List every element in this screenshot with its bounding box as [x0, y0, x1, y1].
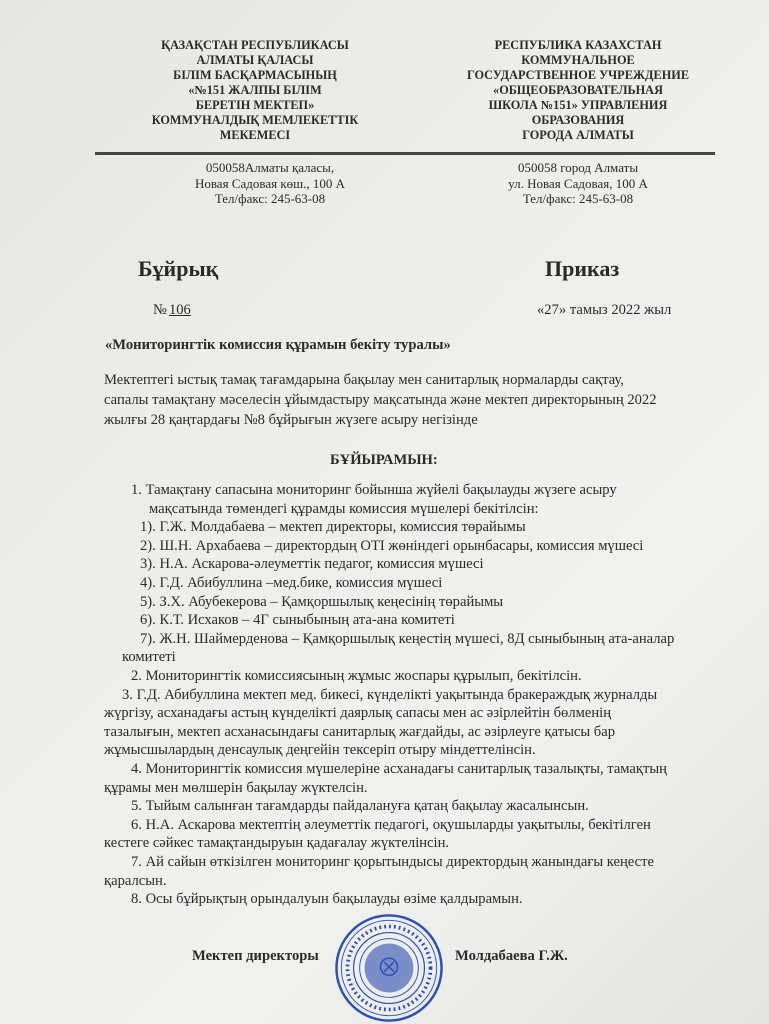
order-body-line: қаралсын. [104, 873, 167, 889]
order-body-line: 5. Тыйым салынған тағамдарды пайдалануға қатаң бақылау жасалынсын. [131, 798, 589, 814]
address-line: 050058 город Алматы [517, 160, 639, 175]
header-kz-line: МЕКЕМЕСІ [219, 128, 291, 142]
header-kz-line: КОММУНАЛДЫҚ МЕМЛЕКЕТТІК [151, 113, 359, 127]
order-body-line: кестеге сәйкес тамақтандыруын қадағалау жүктелінсін. [104, 835, 450, 851]
header-ru-line: ШКОЛА №151» УПРАВЛЕНИЯ [488, 98, 668, 112]
order-body-line: 1. Тамақтану сапасына мониторинг бойынша жүйелі бақылауды жүзеге асыру [131, 482, 617, 498]
header-ru-line: ГОРОДА АЛМАТЫ [522, 128, 634, 142]
order-body-line: 4. Мониторингтік комиссия мүшелеріне асханадағы санитарлық тазалықты, тамақтың [131, 761, 667, 777]
title-kz: Бұйрық [138, 256, 219, 281]
order-body-line: жұмысшылардың денсаулық деңгейін тексеріп отыру міндеттелінсін. [104, 742, 536, 758]
signature-name: Молдабаева Г.Ж. [455, 948, 568, 964]
order-body-line: 5). З.Х. Абубекерова – Қамқоршылық кеңесінің төрайымы [140, 594, 504, 610]
title-ru: Приказ [545, 256, 620, 281]
address-line: Тел/факс: 245-63-08 [522, 191, 634, 206]
order-body-line: 8. Осы бұйрықтың орындалуын бақылауды өзіме қалдырамын. [131, 891, 523, 907]
header-kz-line: АЛМАТЫ ҚАЛАСЫ [196, 53, 314, 67]
header-ru-line: ОБРАЗОВАНИЯ [531, 113, 625, 127]
number-value: 106 [168, 302, 191, 318]
header-ru-line: «ОБЩЕОБРАЗОВАТЕЛЬНАЯ [493, 83, 663, 97]
preamble-line: Мектептегі ыстық тамақ тағамдарына бақылау мен санитарлық нормаларды сақтау, [104, 372, 624, 388]
order-body-line: мақсатында төмендегі құрамды комиссия мүшелері бекітілсін: [149, 501, 539, 517]
order-body-line: 2). Ш.Н. Архабаева – директордың ОТІ жөніндегі орынбасары, комиссия мүшесі [140, 538, 644, 554]
address-ru [458, 160, 698, 207]
header-ru-line: РЕСПУБЛИКА КАЗАХСТАН [494, 38, 662, 52]
order-subject: «Мониторингтік комиссия құрамын бекіту туралы» [105, 337, 451, 353]
header-ru-line: ГОСУДАРСТВЕННОЕ УЧРЕЖДЕНИЕ [466, 68, 690, 82]
header-kz-line: «№151 ЖАЛПЫ БІЛІМ [188, 83, 322, 97]
order-body-line: 2. Мониторингтік комиссиясының жұмыс жоспары құрылып, бекітілсін. [131, 668, 582, 684]
order-body-line: 6). К.Т. Исхаков – 4Г сыныбының ата-ана комитеті [140, 612, 455, 628]
order-body-line: тазалығын, мектеп асханасындағы санитарлық жағдайды, ас әзірлеуге қатысы бар [104, 724, 616, 740]
address-line: 050058Алматы қаласы, [205, 160, 335, 175]
header-kz [125, 38, 385, 143]
order-body-line: 3). Н.А. Аскарова-әлеуметтік педагог, комиссия мүшесі [140, 556, 484, 572]
number-label: № [153, 302, 167, 318]
order-word: БҰЙЫРАМЫН: [330, 452, 438, 468]
address-kz [150, 160, 390, 207]
order-body-line: жүргізу, асханадағы астың күнделікті даярлық сапасы мен ас әзірлейтін бөлменің [104, 705, 612, 721]
order-date: «27» тамыз 2022 жыл [537, 302, 672, 318]
header-kz-line: БЕРЕТІН МЕКТЕП» [195, 98, 315, 112]
address-line: Тел/факс: 245-63-08 [214, 191, 326, 206]
address-line: ул. Новая Садовая, 100 А [508, 175, 648, 191]
order-body-line: 3. Г.Д. Абибуллина мектеп мед. бикесі, күнделікті уақытында бракераждық журналды [122, 687, 658, 703]
order-body-line: 6. Н.А. Аскарова мектептің әлеуметтік педагогі, оқушыларды уақытылы, бекітілген [131, 817, 651, 833]
official-stamp [334, 913, 444, 1023]
header-kz-line: ҚАЗАҚСТАН РЕСПУБЛИКАСЫ [161, 38, 349, 52]
order-body-line: 4). Г.Д. Абибуллина –мед.бике, комиссия мүшесі [140, 575, 443, 591]
order-body-line: құрамы мен мөлшерін бақылау жүктелсін. [104, 780, 368, 796]
preamble-line: жылғы 28 қаңтардағы №8 бұйрығын жүзеге асыру негізінде [104, 412, 478, 428]
header-kz-line: БІЛІМ БАСҚАРМАСЫНЫҢ [173, 68, 337, 82]
address-line: Новая Садовая көш., 100 А [194, 175, 346, 191]
order-number [153, 302, 213, 319]
order-body-line: 7). Ж.Н. Шаймерденова – Қамқоршылық кеңестің мүшесі, 8Д сыныбының ата-аналар [140, 631, 675, 647]
signature-position: Мектеп директоры [192, 948, 319, 964]
order-body-line: 7. Ай сайын өткізілген мониторинг қорытындысы директордың жанындағы кеңесте [131, 854, 654, 870]
preamble-line: сапалы тамақтану мәселесін ұйымдастыру мақсатында және мектеп директорының 2022 [104, 392, 657, 408]
order-body-line: комитеті [122, 649, 176, 665]
header-ru-line: КОММУНАЛЬНОЕ [521, 53, 635, 67]
header-divider [95, 152, 715, 155]
order-body-line: 1). Г.Ж. Молдабаева – мектеп директоры, комиссия төрайымы [140, 519, 526, 535]
header-ru [448, 38, 708, 143]
